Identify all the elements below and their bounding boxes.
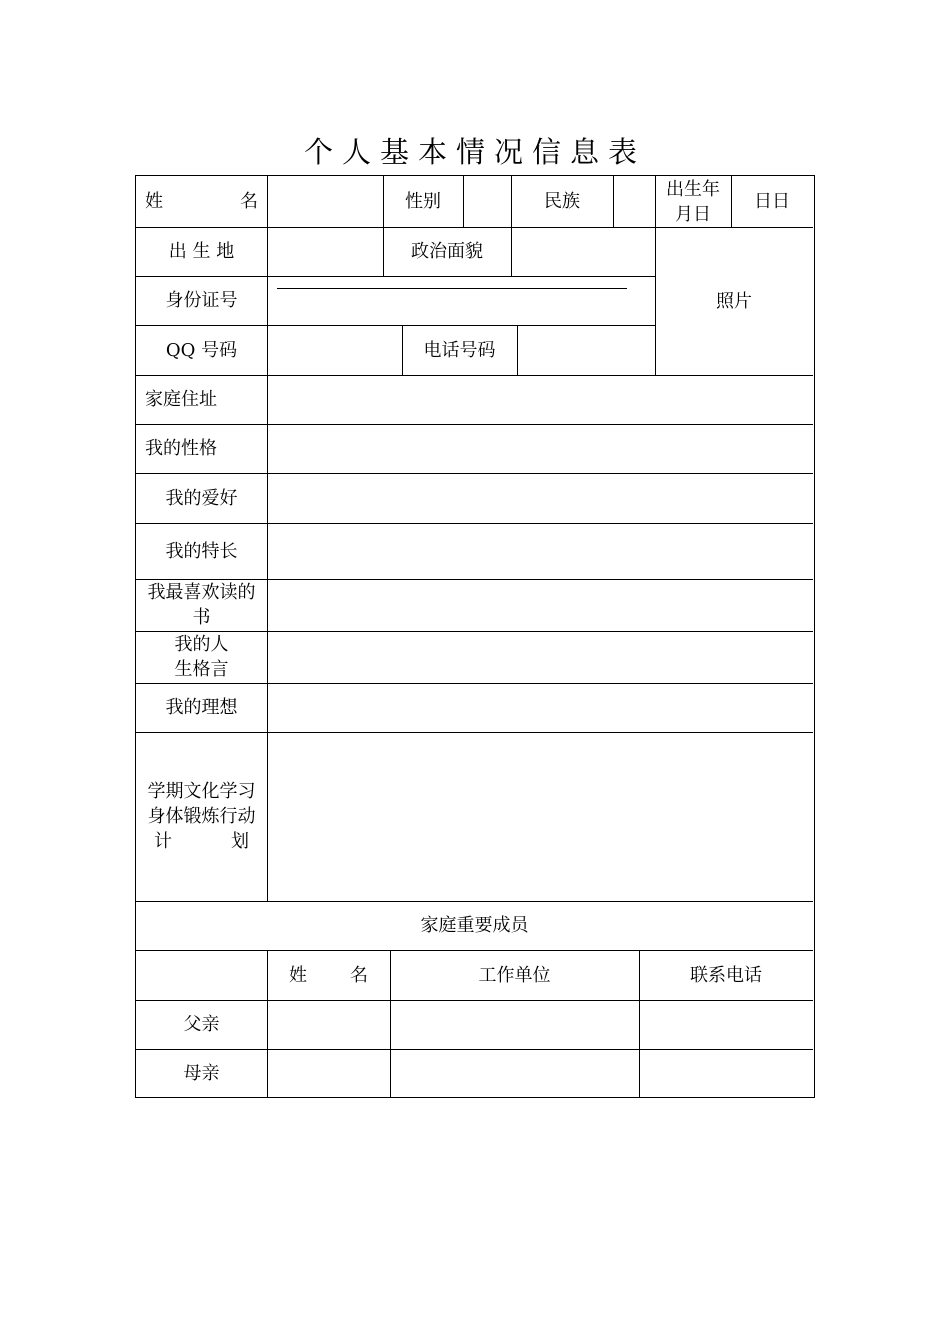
name-label: 姓 名 xyxy=(145,191,258,212)
family-row-father: 父亲 xyxy=(183,1014,220,1035)
photo-box: 照片 xyxy=(716,290,752,312)
favorite-book-label: 我最喜欢读的 书 xyxy=(147,582,256,628)
family-row-mother: 母亲 xyxy=(183,1062,220,1084)
document-title: 个人基本情况信息表 xyxy=(303,135,646,169)
life-motto-label: 我的人 生格言 xyxy=(174,634,229,680)
column-line xyxy=(267,176,268,901)
political-status-label: 政治面貌 xyxy=(411,241,483,262)
semester-plan-label: 学期文化学习 身体锻炼行动 计 划 xyxy=(147,781,256,852)
birthplace-label: 出 生 地 xyxy=(168,241,235,262)
column-line xyxy=(463,176,464,227)
personality-label: 我的性格 xyxy=(145,438,217,459)
family-section-title: 家庭重要成员 xyxy=(420,915,529,936)
birth-date-value: 日日 xyxy=(754,191,790,212)
qq-number-label: QQ 号码 xyxy=(165,339,238,361)
phone-number-label: 电话号码 xyxy=(423,339,496,361)
hobby-label: 我的爱好 xyxy=(165,487,238,509)
gender-label: 性别 xyxy=(405,191,441,212)
ethnicity-label: 民族 xyxy=(544,191,580,212)
ideal-label: 我的理想 xyxy=(165,697,238,718)
info-form-table xyxy=(135,175,815,1098)
column-line xyxy=(517,325,518,375)
birth-date-label: 出生年 月日 xyxy=(666,178,720,225)
talent-label: 我的特长 xyxy=(165,540,238,562)
id-number-label: 身份证号 xyxy=(165,290,238,311)
address-label: 家庭住址 xyxy=(145,389,217,410)
family-col-phone: 联系电话 xyxy=(690,964,762,986)
id-number-underline xyxy=(277,288,627,289)
family-col-workplace: 工作单位 xyxy=(478,964,551,986)
column-line xyxy=(613,176,614,227)
family-col-name: 姓 名 xyxy=(289,964,368,986)
